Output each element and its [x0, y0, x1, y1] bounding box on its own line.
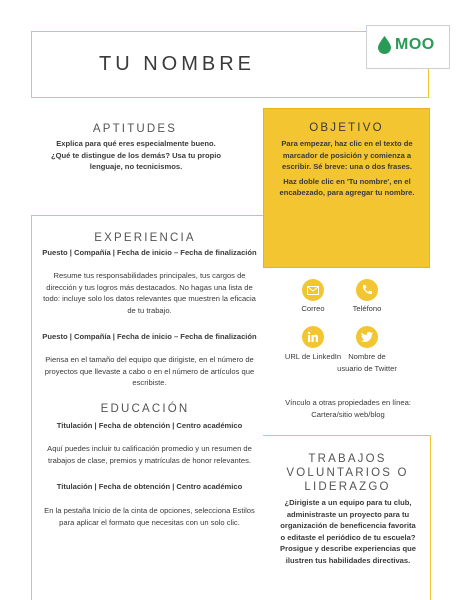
- job-heading[interactable]: Puesto | Compañía | Fecha de inicio – Fecha de finalización: [42, 248, 257, 257]
- job-heading[interactable]: Puesto | Compañía | Fecha de inicio – Fecha de finalización: [42, 332, 257, 341]
- experiencia-title[interactable]: EXPERIENCIA: [94, 232, 196, 244]
- volunteer-title[interactable]: TRABAJOS VOLUNTARIOS O LIDERAZGO: [286, 453, 409, 493]
- moo-logo-text: MOO: [395, 36, 435, 53]
- phone-icon: [356, 279, 378, 301]
- online-links-text[interactable]: Vínculo a otras propiedades en línea: Cartera/sitio web/blog: [285, 398, 411, 419]
- degree-heading[interactable]: Titulación | Fecha de obtención | Centro académico: [56, 482, 243, 491]
- job-description[interactable]: Piensa en el tamaño del equipo que dirigiste, en el número de proyectos que llevaste a cabo o en el número de artículos que escribiste.: [44, 355, 255, 387]
- volunteer-text[interactable]: ¿Dirigiste a un equipo para tu club, administraste un proyecto para tu organización de beneficencia favorita o editaste el periódico de tu escuela? Prosigue y describe experiencias que ilustren tus habilidades directivas.: [280, 498, 416, 565]
- objetivo-title[interactable]: OBJETIVO: [309, 122, 384, 134]
- degree-description[interactable]: Aquí puedes incluir tu calificación promedio y un resumen de trabajos de clase, premios y matrículas de honor relevantes.: [47, 444, 252, 465]
- degree-description[interactable]: En la pestaña Inicio de la cinta de opciones, selecciona Estilos para aplicar el formato que necesitas con un solo clic.: [44, 506, 255, 527]
- moo-drop-icon: [378, 36, 391, 54]
- email-label[interactable]: Correo: [301, 304, 325, 313]
- linkedin-icon: [302, 326, 324, 348]
- aptitudes-title[interactable]: APTITUDES: [92, 123, 178, 135]
- aptitudes-text[interactable]: Explica para qué eres especialmente bueno. ¿Qué te distingue de los demás? Usa tu propio lenguaje, no tecnicismos.: [50, 139, 222, 171]
- job-description[interactable]: Resume tus responsabilidades principales, tus cargos de dirección y tus logros más destacados. No hagas una lista de todo: incluye solo los datos relevantes que muestren la eficacia de tu trabajo.: [43, 271, 256, 315]
- objetivo-text[interactable]: [272, 138, 422, 202]
- degree-heading[interactable]: Titulación | Fecha de obtención | Centro académico: [56, 421, 243, 430]
- envelope-icon: [302, 279, 324, 301]
- objetivo-para-1[interactable]: Para empezar, haz clic en el texto de marcador de posición y comienza a escribir. Sé breve: una o dos frases.: [281, 139, 413, 171]
- twitter-label[interactable]: Nombre de usuario de Twitter: [337, 352, 397, 373]
- linkedin-label[interactable]: URL de LinkedIn: [284, 352, 342, 361]
- twitter-icon: [356, 326, 378, 348]
- objetivo-para-2[interactable]: Haz doble clic en 'Tu nombre', en el encabezado, para agregar tu nombre.: [279, 176, 415, 197]
- name-heading[interactable]: TU NOMBRE: [99, 53, 255, 75]
- phone-label[interactable]: Teléfono: [352, 304, 382, 313]
- educacion-title[interactable]: EDUCACIÓN: [100, 403, 190, 415]
